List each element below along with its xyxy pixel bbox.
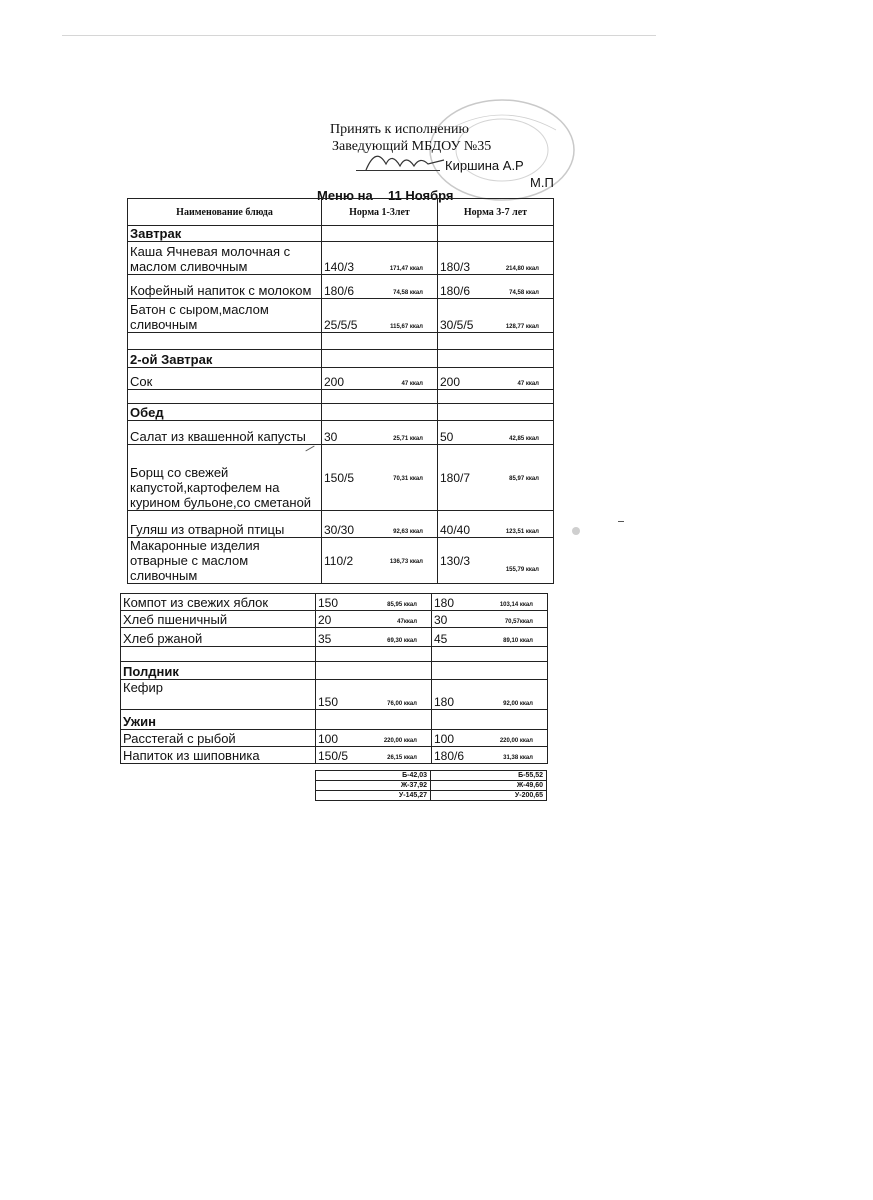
kcal-1-3: 70,31 ккал <box>393 476 423 482</box>
portion-1-3: 110/2 <box>324 553 354 568</box>
signer-name: Киршина А.Р <box>445 158 524 173</box>
signature <box>358 140 458 180</box>
header-dish: Наименование блюда <box>128 199 322 226</box>
dish-name: Салат из квашенной капусты <box>128 421 322 445</box>
kcal-1-3: 136,73 ккал <box>389 559 423 565</box>
header-norm-1-3: Норма 1-3лет <box>322 199 438 226</box>
portion-3-7: 50 <box>440 430 454 444</box>
kcal-1-3: 220,00 ккал <box>383 738 417 744</box>
section-second-breakfast: 2-ой Завтрак <box>128 350 322 368</box>
table-row <box>121 611 548 628</box>
kcal-1-3: 76,00 ккал <box>387 701 417 707</box>
dish-name: Хлеб ржаной <box>121 628 316 647</box>
portion-3-7: 100 <box>434 732 455 746</box>
portion-3-7: 40/40 <box>440 523 471 537</box>
kcal-3-7: 74,58 ккал <box>509 290 539 296</box>
protein-total-1-3: Б-42,03 <box>316 771 431 781</box>
portion-1-3: 150/5 <box>324 470 355 485</box>
kcal-1-3: 47 ккал <box>401 381 423 387</box>
table-row <box>128 538 554 584</box>
portion-3-7: 180/3 <box>440 260 471 274</box>
kcal-1-3: 47ккал <box>397 619 417 625</box>
protein-total-3-7: Б-55,52 <box>431 771 547 781</box>
signature-line <box>356 170 440 171</box>
totals-row <box>316 791 547 801</box>
dish-name: Гуляш из отварной птицы <box>128 511 322 538</box>
menu-title: Меню на <box>317 188 373 203</box>
totals-row <box>316 771 547 781</box>
fat-total-3-7: Ж-49,60 <box>431 781 547 791</box>
header-norm-3-7: Норма 3-7 лет <box>438 199 554 226</box>
kcal-1-3: 26,15 ккал <box>387 755 417 761</box>
table-row <box>121 594 548 611</box>
portion-1-3: 20 <box>318 613 332 627</box>
kcal-3-7: 89,10 ккал <box>503 638 533 644</box>
kcal-3-7: 214,80 ккал <box>505 266 539 272</box>
portion-1-3: 35 <box>318 632 332 646</box>
kcal-3-7: 103,14 ккал <box>499 602 533 608</box>
dish-name: Кофейный напиток с молоком <box>128 275 322 299</box>
dish-name: Расстегай с рыбой <box>121 730 316 747</box>
portion-3-7: 130/3 <box>440 553 471 568</box>
portion-1-3: 140/3 <box>324 260 355 274</box>
portion-1-3: 25/5/5 <box>324 318 358 332</box>
section-lunch: Обед <box>128 404 322 421</box>
kcal-3-7: 47 ккал <box>517 381 539 387</box>
section-dinner: Ужин <box>121 710 316 730</box>
table-row <box>128 511 554 538</box>
table-row <box>128 275 554 299</box>
dish-name: Макаронные изделия отварные с маслом сливочным <box>128 538 322 584</box>
seal-mark: М.П <box>530 175 554 190</box>
carb-total-1-3: У-145,27 <box>316 791 431 801</box>
table-row <box>121 747 548 764</box>
kcal-3-7: 70,57ккал <box>504 619 533 625</box>
kcal-1-3: 74,58 ккал <box>393 290 423 296</box>
table-row <box>128 445 554 511</box>
dish-name: Каша Ячневая молочная с маслом сливочным <box>128 242 322 275</box>
kcal-3-7: 123,51 ккал <box>505 529 539 535</box>
kcal-3-7: 42,85 ккал <box>509 436 539 442</box>
portion-3-7: 180 <box>434 596 455 610</box>
kcal-1-3: 85,95 ккал <box>387 602 417 608</box>
dish-name: Хлеб пшеничный <box>121 611 316 628</box>
dish-name: Сок <box>128 368 322 390</box>
dish-name: Батон с сыром,маслом сливочным <box>128 299 322 333</box>
dish-name: Кефир <box>121 680 316 710</box>
carb-total-3-7: У-200,65 <box>431 791 547 801</box>
section-snack: Полдник <box>121 662 316 680</box>
dish-name: Компот из свежих яблок <box>121 594 316 611</box>
portion-3-7: 180/6 <box>440 284 471 298</box>
portion-3-7: 30/5/5 <box>440 318 474 332</box>
menu-date: 11 Ноября <box>388 188 454 203</box>
kcal-1-3: 25,71 ккал <box>393 436 423 442</box>
portion-3-7: 45 <box>434 632 448 646</box>
kcal-1-3: 92,63 ккал <box>393 529 423 535</box>
fat-total-1-3: Ж-37,92 <box>316 781 431 791</box>
approval-head: Заведующий МБДОУ №35 <box>332 139 492 154</box>
table-row <box>128 421 554 445</box>
table-row <box>121 628 548 647</box>
portion-1-3: 30/30 <box>324 523 355 537</box>
dish-name: Борщ со свежей капустой,картофелем на курином бульоне,со сметаной <box>128 445 322 511</box>
table-row <box>121 680 548 710</box>
portion-1-3: 200 <box>324 375 345 389</box>
table-row <box>128 299 554 333</box>
kcal-1-3: 115,67 ккал <box>390 324 423 330</box>
kcal-3-7: 31,38 ккал <box>503 755 533 761</box>
scan-mark <box>618 521 624 522</box>
portion-3-7: 30 <box>434 613 448 627</box>
menu-table-top <box>127 198 554 584</box>
kcal-1-3: 171,47 ккал <box>389 266 423 272</box>
kcal-3-7: 92,00 ккал <box>503 701 533 707</box>
kcal-3-7: 85,97 ккал <box>509 476 539 482</box>
portion-3-7: 200 <box>440 375 461 389</box>
table-row <box>128 242 554 275</box>
portion-1-3: 100 <box>318 732 339 746</box>
approval-block <box>0 0 873 203</box>
dish-name: Напиток из шиповника <box>121 747 316 764</box>
totals-row <box>316 781 547 791</box>
portion-3-7: 180/7 <box>440 470 471 485</box>
table-row <box>121 730 548 747</box>
section-breakfast: Завтрак <box>128 226 322 242</box>
portion-1-3: 180/6 <box>324 284 355 298</box>
portion-1-3: 150 <box>318 596 339 610</box>
table-row <box>128 368 554 390</box>
nutrition-totals <box>315 770 547 801</box>
kcal-3-7: 128,77 ккал <box>505 324 539 330</box>
kcal-3-7: 220,00 ккал <box>499 738 533 744</box>
kcal-3-7: 155,79 ккал <box>505 567 539 573</box>
kcal-1-3: 69,30 ккал <box>387 638 417 644</box>
scan-stain <box>572 527 580 535</box>
approval-title: Принять к исполнению <box>330 122 469 137</box>
portion-1-3: 150 <box>318 695 339 709</box>
portion-1-3: 30 <box>324 430 338 444</box>
portion-1-3: 150/5 <box>318 749 349 763</box>
menu-table-bottom <box>120 593 548 764</box>
portion-3-7: 180/6 <box>434 749 465 763</box>
portion-3-7: 180 <box>434 695 455 709</box>
